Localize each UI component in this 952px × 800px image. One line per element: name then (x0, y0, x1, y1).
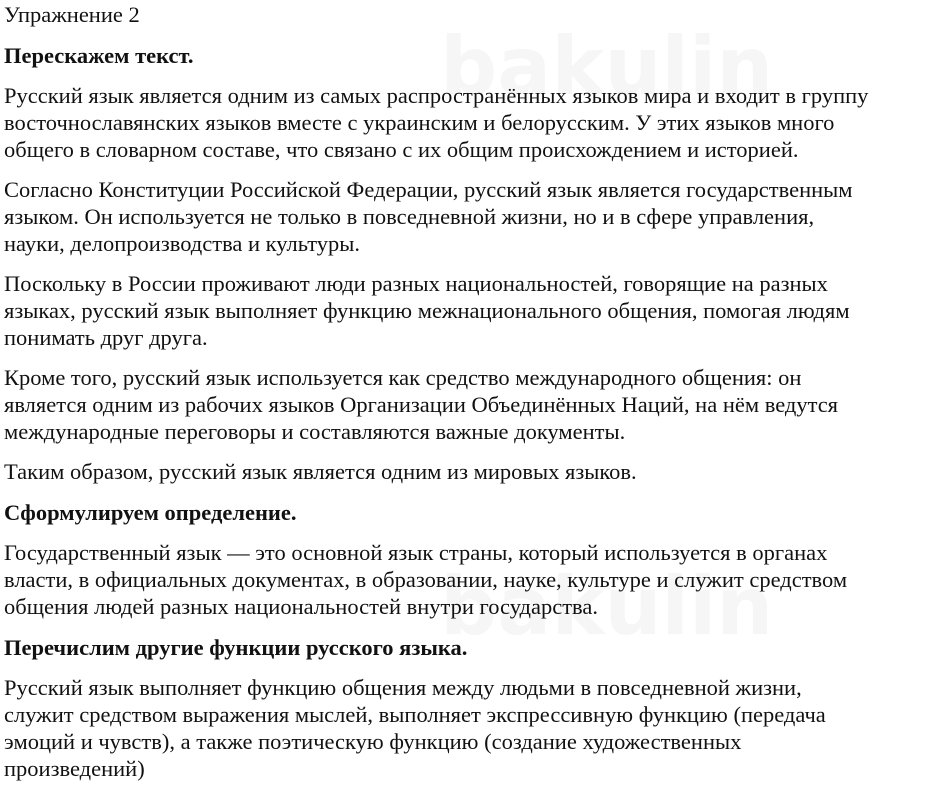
paragraph-line: эмоций и чувств), а также поэтическую функцию (создание художественных (4, 729, 742, 754)
paragraph (4, 539, 952, 620)
paragraph-line: Таким образом, русский язык является одним из мировых языков. (4, 459, 637, 484)
paragraph (4, 82, 952, 163)
paragraph-line: восточнославянских языков вместе с украинским и белорусским. У этих языков много (4, 110, 835, 135)
paragraph-line: международные переговоры и составляются важные документы. (4, 419, 626, 444)
exercise-title: Упражнение 2 (4, 2, 140, 27)
paragraph-line: Кроме того, русский язык используется как средство международного общения: он (4, 365, 802, 390)
paragraph (4, 270, 952, 351)
paragraph-line: общения людей разных национальностей внутри государства. (4, 594, 598, 619)
paragraph-line: языках, русский язык выполняет функцию межнационального общения, помогая людям (4, 298, 850, 323)
paragraph (4, 458, 952, 485)
paragraph-line: понимать друг друга. (4, 325, 208, 350)
paragraph-line: науки, делопроизводства и культуры. (4, 231, 360, 256)
paragraph-line: Государственный язык — это основной язык страны, который используется в органах (4, 540, 828, 565)
paragraph-line: служит средством выражения мыслей, выполняет экспрессивную функцию (передача (4, 702, 826, 727)
section-heading: Перечислим другие функции русского языка. (4, 635, 468, 660)
paragraph (4, 674, 952, 782)
document (4, 0, 952, 782)
paragraph-line: Поскольку в России проживают люди разных национальностей, говорящие на разных (4, 271, 828, 296)
paragraph-line: Русский язык выполняет функцию общения между людьми в повседневной жизни, (4, 675, 802, 700)
section-heading: Сформулируем определение. (4, 500, 297, 525)
paragraph-line: Согласно Конституции Российской Федерации, русский язык является государственным (4, 177, 853, 202)
section-heading: Перескажем текст. (4, 43, 194, 68)
paragraph-line: Русский язык является одним из самых распространённых языков мира и входит в группу (4, 83, 869, 108)
paragraph-line: власти, в официальных документах, в образовании, науке, культуре и служит средством (4, 567, 848, 592)
paragraph-line: является одним из рабочих языков Организации Объединённых Наций, на нём ведутся (4, 392, 839, 417)
paragraph-line: произведений) (4, 756, 145, 781)
paragraph (4, 176, 952, 257)
paragraph-line: языком. Он используется не только в повседневной жизни, но и в сфере управления, (4, 204, 815, 229)
paragraph (4, 364, 952, 445)
paragraph-line: общего в словарном составе, что связано с их общим происхождением и историей. (4, 137, 799, 162)
